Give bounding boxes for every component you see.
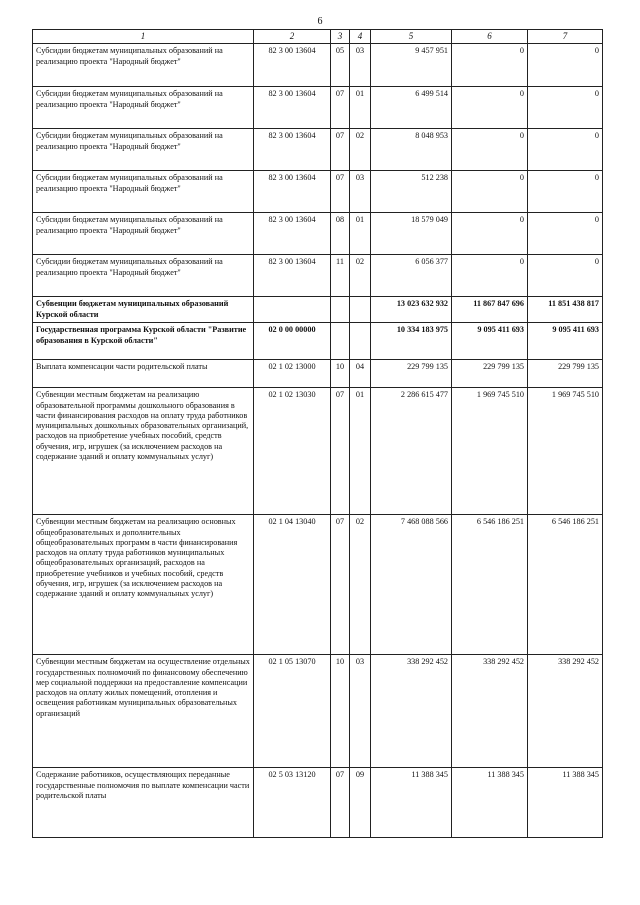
table-row <box>33 388 603 515</box>
column-header: 3 <box>331 30 350 44</box>
row-subsection-cell: 02 <box>350 255 371 297</box>
row-value-6-cell: 6 546 186 251 <box>452 515 528 655</box>
table-row <box>33 44 603 87</box>
row-code-cell: 02 5 03 13120 <box>254 768 331 838</box>
row-value-6-cell: 1 969 745 510 <box>452 388 528 515</box>
row-value-5-cell: 229 799 135 <box>371 360 452 388</box>
row-value-7-cell: 1 969 745 510 <box>528 388 603 515</box>
column-header: 5 <box>371 30 452 44</box>
row-subsection-cell: 01 <box>350 87 371 129</box>
row-value-6-cell: 0 <box>452 255 528 297</box>
table-row <box>33 515 603 655</box>
row-code-cell: 82 3 00 13604 <box>254 255 331 297</box>
row-value-5-cell: 6 056 377 <box>371 255 452 297</box>
table-row <box>33 255 603 297</box>
column-header: 4 <box>350 30 371 44</box>
row-value-7-cell: 0 <box>528 87 603 129</box>
row-subsection-cell: 02 <box>350 515 371 655</box>
row-value-5-cell: 13 023 632 932 <box>371 297 452 323</box>
budget-table <box>32 29 603 838</box>
row-code-cell: 82 3 00 13604 <box>254 213 331 255</box>
row-code-cell: 02 1 04 13040 <box>254 515 331 655</box>
table-header-row <box>33 30 603 44</box>
row-value-6-cell: 0 <box>452 213 528 255</box>
column-header: 2 <box>254 30 331 44</box>
row-value-7-cell: 338 292 452 <box>528 655 603 768</box>
row-value-5-cell: 10 334 183 975 <box>371 323 452 360</box>
row-name-cell: Субсидии бюджетам муниципальных образований на реализацию проекта "Народный бюджет" <box>33 87 254 129</box>
row-name-cell: Содержание работников, осуществляющих переданные государственные полномочия по выплате компенсации части родительской платы <box>33 768 254 838</box>
table-row <box>33 360 603 388</box>
row-code-cell: 02 1 02 13030 <box>254 388 331 515</box>
row-subsection-cell: 04 <box>350 360 371 388</box>
table-row <box>33 655 603 768</box>
row-subsection-cell: 09 <box>350 768 371 838</box>
row-value-7-cell: 9 095 411 693 <box>528 323 603 360</box>
row-section-cell: 07 <box>331 768 350 838</box>
row-value-7-cell: 0 <box>528 255 603 297</box>
row-value-5-cell: 2 286 615 477 <box>371 388 452 515</box>
row-name-cell: Субвенции бюджетам муниципальных образований Курской области <box>33 297 254 323</box>
row-subsection-cell: 03 <box>350 171 371 213</box>
table-row <box>33 213 603 255</box>
row-value-7-cell: 11 388 345 <box>528 768 603 838</box>
row-value-5-cell: 512 238 <box>371 171 452 213</box>
row-value-7-cell: 0 <box>528 44 603 87</box>
column-header: 7 <box>528 30 603 44</box>
row-code-cell: 82 3 00 13604 <box>254 44 331 87</box>
row-value-5-cell: 8 048 953 <box>371 129 452 171</box>
row-value-6-cell: 0 <box>452 87 528 129</box>
row-value-6-cell: 229 799 135 <box>452 360 528 388</box>
row-value-5-cell: 18 579 049 <box>371 213 452 255</box>
row-value-5-cell: 9 457 951 <box>371 44 452 87</box>
row-subsection-cell: 03 <box>350 655 371 768</box>
column-header: 6 <box>452 30 528 44</box>
row-section-cell: 11 <box>331 255 350 297</box>
table-row <box>33 87 603 129</box>
row-value-5-cell: 6 499 514 <box>371 87 452 129</box>
row-value-7-cell: 11 851 438 817 <box>528 297 603 323</box>
table-row <box>33 768 603 838</box>
row-name-cell: Государственная программа Курской области "Развитие образования в Курской области" <box>33 323 254 360</box>
row-subsection-cell: 03 <box>350 44 371 87</box>
row-subsection-cell: 01 <box>350 388 371 515</box>
row-name-cell: Субвенции местным бюджетам на осуществление отдельных государственных полномочий по финансовому обеспечению мер социальной поддержки на предоставление компенсации расходов на оплату жилых помещений, отопления и освещения работникам муниципальных образовательных организаций <box>33 655 254 768</box>
row-section-cell: 05 <box>331 44 350 87</box>
row-section-cell <box>331 297 350 323</box>
row-name-cell: Выплата компенсации части родительской платы <box>33 360 254 388</box>
row-subsection-cell <box>350 297 371 323</box>
row-name-cell: Субсидии бюджетам муниципальных образований на реализацию проекта "Народный бюджет" <box>33 44 254 87</box>
row-value-5-cell: 11 388 345 <box>371 768 452 838</box>
row-value-7-cell: 0 <box>528 213 603 255</box>
row-name-cell: Субсидии бюджетам муниципальных образований на реализацию проекта "Народный бюджет" <box>33 213 254 255</box>
page-number: 6 <box>317 16 323 27</box>
row-section-cell: 10 <box>331 360 350 388</box>
row-value-6-cell: 0 <box>452 44 528 87</box>
row-subsection-cell: 02 <box>350 129 371 171</box>
table-row <box>33 129 603 171</box>
row-name-cell: Субвенции местным бюджетам на реализацию образовательной программы дошкольного образования в части финансирования расходов на оплату труда работников муниципальных дошкольных образовательных организаций, расходов на приобретение учебных пособий, средств обучения, игр, игрушек (за исключением расходов на содержание зданий и оплату коммунальных услуг) <box>33 388 254 515</box>
column-header: 1 <box>33 30 254 44</box>
table-row <box>33 323 603 360</box>
row-code-cell: 82 3 00 13604 <box>254 129 331 171</box>
row-section-cell: 07 <box>331 129 350 171</box>
row-value-7-cell: 6 546 186 251 <box>528 515 603 655</box>
row-section-cell: 08 <box>331 213 350 255</box>
row-section-cell: 10 <box>331 655 350 768</box>
row-section-cell <box>331 323 350 360</box>
table-row <box>33 171 603 213</box>
row-name-cell: Субсидии бюджетам муниципальных образований на реализацию проекта "Народный бюджет" <box>33 129 254 171</box>
row-value-7-cell: 0 <box>528 171 603 213</box>
row-code-cell: 02 1 05 13070 <box>254 655 331 768</box>
row-code-cell <box>254 297 331 323</box>
row-value-6-cell: 338 292 452 <box>452 655 528 768</box>
row-section-cell: 07 <box>331 87 350 129</box>
row-value-7-cell: 229 799 135 <box>528 360 603 388</box>
row-value-7-cell: 0 <box>528 129 603 171</box>
row-value-6-cell: 11 388 345 <box>452 768 528 838</box>
row-value-6-cell: 9 095 411 693 <box>452 323 528 360</box>
row-value-6-cell: 0 <box>452 129 528 171</box>
row-code-cell: 82 3 00 13604 <box>254 87 331 129</box>
row-name-cell: Субсидии бюджетам муниципальных образований на реализацию проекта "Народный бюджет" <box>33 171 254 213</box>
row-section-cell: 07 <box>331 171 350 213</box>
row-value-5-cell: 7 468 088 566 <box>371 515 452 655</box>
row-name-cell: Субсидии бюджетам муниципальных образований на реализацию проекта "Народный бюджет" <box>33 255 254 297</box>
row-name-cell: Субвенции местным бюджетам на реализацию основных общеобразовательных и дополнительных общеобразовательных программ в части финансирования расходов на оплату труда работников муниципальных общеобразовательных организаций, расходов на приобретение учебников и учебных пособий, средств обучения, игр, игрушек (за исключением расходов на содержание зданий и оплату коммунальных услуг) <box>33 515 254 655</box>
row-subsection-cell: 01 <box>350 213 371 255</box>
row-section-cell: 07 <box>331 515 350 655</box>
row-section-cell: 07 <box>331 388 350 515</box>
row-value-6-cell: 11 867 847 696 <box>452 297 528 323</box>
row-value-6-cell: 0 <box>452 171 528 213</box>
row-code-cell: 02 1 02 13000 <box>254 360 331 388</box>
row-code-cell: 02 0 00 00000 <box>254 323 331 360</box>
table-row <box>33 297 603 323</box>
row-subsection-cell <box>350 323 371 360</box>
row-value-5-cell: 338 292 452 <box>371 655 452 768</box>
row-code-cell: 82 3 00 13604 <box>254 171 331 213</box>
